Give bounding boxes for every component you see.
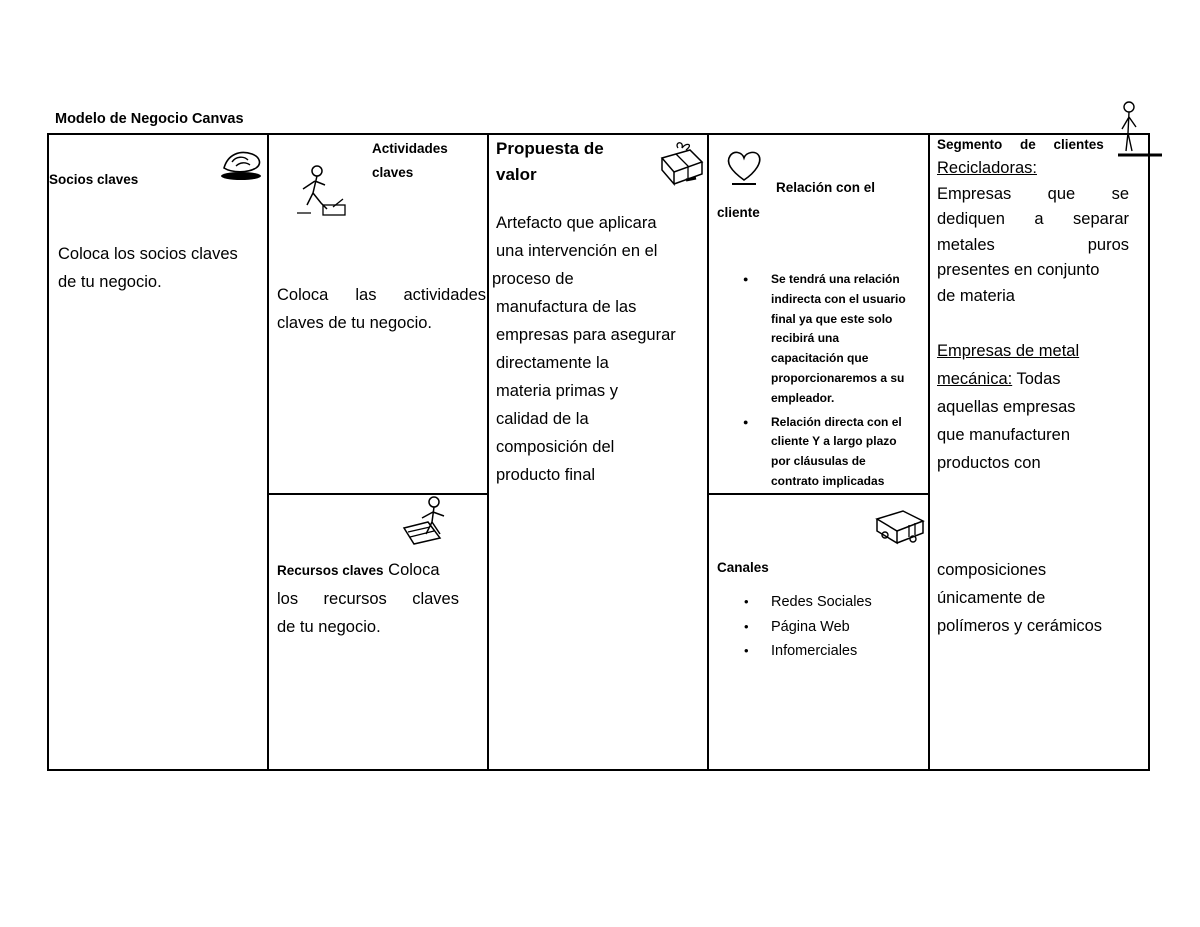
segmento-group2-title: Empresas de metal: [937, 342, 1080, 360]
relacion-header-line1: Relación con el: [776, 180, 876, 195]
segmento-group2: Empresas de metal mecánica: Todas aquellas empresas que manufacturen productos con: [937, 337, 1129, 477]
list-item: • Redes Sociales: [771, 590, 872, 615]
propuesta-body: Artefacto que aplicara una intervención en el proceso de manufactura de las empresas para asegurar directamente la materia primas y calidad de la composición del producto final: [492, 214, 676, 484]
list-item: ● Relación directa con el cliente Y a largo plazo por cláusulas de contrato implicadas: [771, 413, 921, 492]
actividades-body: Coloca las actividades claves de tu negocio.: [277, 286, 486, 332]
machine-worker-icon: [400, 494, 454, 550]
document-title: Modelo de Negocio Canvas: [55, 111, 244, 127]
canales-header: Canales: [717, 560, 769, 575]
worker-icon: [293, 163, 351, 221]
gift-icon: [656, 140, 706, 186]
segmento-header: Segmento de clientes: [937, 137, 1104, 152]
list-item: ● Se tendrá una relación indirecta con el usuario final ya que este solo recibirá una capacitación que proporcionaremos a su empleador.: [771, 270, 921, 409]
segmento-group2-tail: composiciones únicamente de polímeros y cerámicos: [937, 561, 1103, 635]
socios-body: Coloca los socios claves de tu negocio.: [58, 245, 238, 291]
list-item: • Página Web: [771, 615, 872, 640]
socios-header: Socios claves: [49, 172, 139, 187]
recursos-block: Recursos claves Coloca los recursos claves de tu negocio.: [277, 561, 459, 636]
handshake-icon: [218, 146, 264, 182]
actividades-header: Actividades claves: [372, 141, 448, 180]
truck-icon: [873, 505, 927, 547]
relacion-list: [771, 270, 921, 492]
list-item: • Infomerciales: [771, 639, 872, 664]
segmento-group1-title: Recicladoras:: [937, 159, 1037, 177]
heart-icon: [724, 150, 764, 188]
propuesta-header: Propuesta de valor: [496, 139, 604, 184]
segmento-body: Recicladoras: Empresas que se dediquen a separar metales puros presentes en conjunto de materia: [937, 156, 1129, 309]
recursos-header: Recursos claves: [277, 563, 384, 578]
person-icon: [1116, 99, 1164, 159]
relacion-header-line2: cliente: [717, 205, 760, 220]
canales-list: [771, 590, 872, 664]
